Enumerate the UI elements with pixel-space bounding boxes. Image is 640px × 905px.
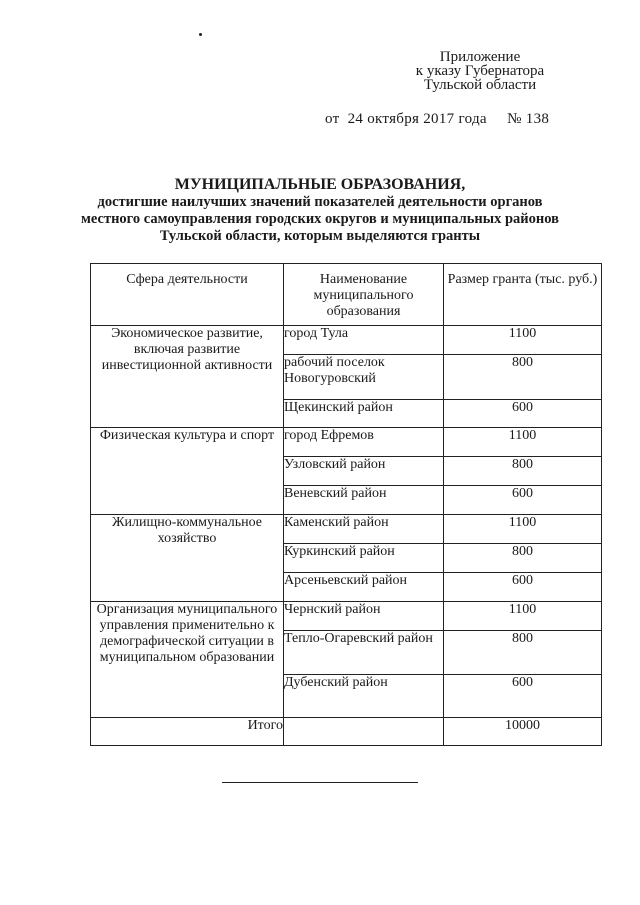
stray-dot <box>199 33 202 36</box>
total-empty-cell <box>284 718 444 746</box>
amount-cell: 800 <box>444 355 602 400</box>
municipality-cell: рабочий поселок Новогуровский <box>284 355 444 400</box>
amount-cell: 600 <box>444 486 602 515</box>
total-amount: 10000 <box>444 718 602 746</box>
amount-cell: 1100 <box>444 602 602 631</box>
date-prefix: от <box>325 111 340 127</box>
amount-cell: 600 <box>444 400 602 428</box>
municipality-cell: Каменский район <box>284 515 444 544</box>
table-row <box>91 326 602 355</box>
document-title <box>60 177 580 244</box>
amount-cell: 800 <box>444 631 602 675</box>
table-row <box>91 515 602 544</box>
title-line-2: достигшие наилучших значений показателей деятельности органов <box>97 194 543 210</box>
sphere-cell: Жилищно-коммунальное хозяйство <box>91 515 284 602</box>
closing-rule <box>222 782 418 783</box>
municipality-cell: Арсеньевский район <box>284 573 444 602</box>
amount-cell: 1100 <box>444 326 602 355</box>
title-heading: МУНИЦИПАЛЬНЫЕ ОБРАЗОВАНИЯ, <box>174 176 466 193</box>
amount-cell: 600 <box>444 573 602 602</box>
municipality-cell: Куркинский район <box>284 544 444 573</box>
municipality-cell: Чернский район <box>284 602 444 631</box>
header-municipality: Наименование муниципального образования <box>284 264 444 326</box>
appendix-header <box>380 50 580 92</box>
grants-table <box>90 263 602 746</box>
header-grant-amount: Размер гранта (тыс. руб.) <box>444 264 602 326</box>
municipality-cell: Веневский район <box>284 486 444 515</box>
table-row <box>91 428 602 457</box>
number-label: № <box>507 111 522 127</box>
municipality-cell: город Тула <box>284 326 444 355</box>
amount-cell: 1100 <box>444 515 602 544</box>
title-line-4: Тульской области, которым выделяются гранты <box>159 228 481 244</box>
date-line <box>325 111 549 128</box>
sphere-cell: Организация муниципального управления применительно к демографической ситуации в муниципальном образовании <box>91 602 284 718</box>
table-header-row <box>91 264 602 326</box>
amount-cell: 800 <box>444 544 602 573</box>
municipality-cell: Тепло-Огаревский район <box>284 631 444 675</box>
municipality-cell: Щекинский район <box>284 400 444 428</box>
amount-cell: 600 <box>444 675 602 718</box>
appendix-line-2: к указу Губернатора <box>415 63 545 79</box>
sphere-cell: Экономическое развитие, включая развитие инвестиционной активности <box>91 326 284 428</box>
appendix-line-1: Приложение <box>439 49 521 65</box>
header-sphere: Сфера деятельности <box>91 264 284 326</box>
municipality-cell: Узловский район <box>284 457 444 486</box>
table-row <box>91 602 602 631</box>
document-date: 24 октября 2017 года <box>347 111 487 127</box>
amount-cell: 800 <box>444 457 602 486</box>
document-number: 138 <box>525 111 550 127</box>
title-line-3: местного самоуправления городских округов и муниципальных районов <box>81 211 559 227</box>
total-row <box>91 718 602 746</box>
total-label: Итого <box>91 718 284 746</box>
sphere-cell: Физическая культура и спорт <box>91 428 284 515</box>
appendix-line-3: Тульской области <box>423 77 537 93</box>
amount-cell: 1100 <box>444 428 602 457</box>
municipality-cell: город Ефремов <box>284 428 444 457</box>
municipality-cell: Дубенский район <box>284 675 444 718</box>
